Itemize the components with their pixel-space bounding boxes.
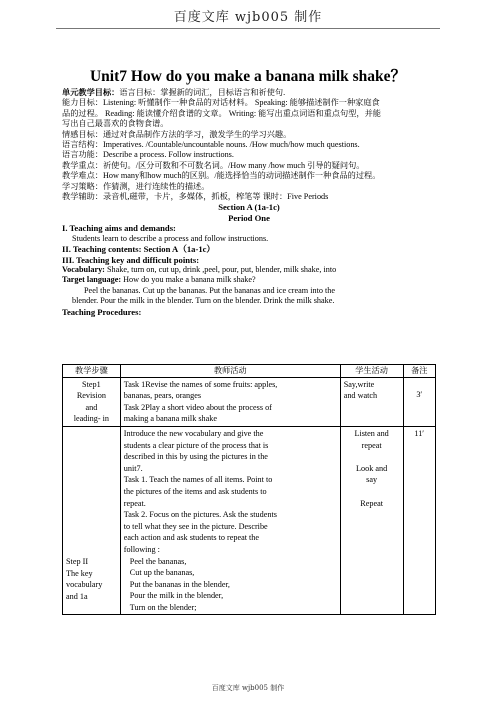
step-line: Step II [66, 556, 89, 566]
teacher-activity-cell [120, 377, 340, 426]
step-line: and [85, 402, 98, 412]
teacher-line: Task 2. Focus on the pictures. Ask the students [123, 510, 277, 520]
vocabulary-label: Vocabulary: [62, 264, 105, 274]
target-language-line-2: Peel the bananas. Cut up the bananas. Put the bananas and ice cream into the [84, 285, 336, 295]
target-language-line-3: blender. Pour the milk in the blender. Turn on the blender. Drink the milk shake. [72, 296, 335, 306]
teacher-line: following : [123, 544, 160, 554]
teacher-line: Task 2Play a short video about the process of [123, 402, 272, 412]
teacher-line: Task 1Revise the names of some fruits: apples, [123, 379, 278, 389]
teacher-activity-cell [120, 426, 340, 615]
ability-goal-line-1: 能力目标：Listening: 听懂制作一种食品的对话材料。 Speaking: 能够描述制作一种家庭食 [62, 98, 380, 108]
teacher-line: described in this by using the pictures in the [123, 452, 268, 462]
step-line: Revision [76, 391, 106, 401]
unit-goal-text: 语言目标：掌握新的词汇，目标语言和祈使句. [119, 88, 286, 97]
key-difficult-heading: III. Teaching key and difficult points: [62, 254, 200, 265]
table-row [63, 377, 436, 426]
teacher-line: bananas, pears, oranges [123, 391, 202, 401]
aims-text: Students learn to describe a process and follow instructions. [72, 233, 269, 243]
time-note: 11′ [414, 428, 425, 438]
teaching-procedures-table [62, 364, 436, 615]
document-body [62, 88, 436, 317]
col-header-step: 教学步骤 [63, 365, 121, 378]
header-divider [56, 28, 440, 29]
teacher-line: the pictures of the items and ask students to [123, 486, 267, 496]
col-header-teacher: 教师活动 [120, 365, 340, 378]
time-note: 3′ [416, 389, 423, 399]
contents-heading: II. Teaching contents: Section A（1a-1c） [62, 244, 216, 255]
teacher-line: students a clear picture of the process that is [123, 440, 269, 450]
step-line: leading- in [73, 414, 109, 424]
teacher-line: each action and ask students to repeat the [123, 533, 260, 543]
table-header-row [63, 365, 436, 378]
table-row [63, 426, 436, 615]
student-line: Say,write [343, 379, 375, 389]
note-cell [403, 426, 435, 615]
section-title: Section A (1a-1c) [218, 202, 280, 213]
student-line: Repeat [360, 498, 383, 508]
step-line: vocabulary [66, 580, 103, 590]
ability-goal-line-3: 写出自己最喜欢的食物食谱。 [62, 119, 169, 129]
teacher-line: unit7. [123, 463, 143, 473]
period-title: Period One [228, 212, 270, 223]
unit-goal-line [62, 88, 436, 98]
teacher-line: to tell what they see in the picture. Describe [123, 521, 268, 531]
step-line: and 1a [66, 591, 88, 601]
target-language-label: Target language: [62, 275, 122, 285]
step-cell [63, 377, 121, 426]
student-line: repeat [361, 440, 382, 450]
vocabulary-text: Shake, turn on, cut up, drink ,peel, pour, put, blender, milk shake, into [104, 264, 337, 274]
student-line: Listen and [354, 428, 389, 438]
student-activity-cell [340, 426, 403, 615]
student-line: and watch [343, 391, 378, 401]
teaching-key-points: 教学重点：祈使句。/区分可数和不可数名词。/How many /how much 引导的疑问句。 [62, 160, 365, 170]
aims-heading: I. Teaching aims and demands: [62, 223, 176, 234]
teacher-line: Introduce the new vocabulary and give the [123, 428, 264, 438]
learning-strategy: 学习策略：作猜测，进行连续性的描述。 [62, 181, 210, 191]
student-activity-cell [340, 377, 403, 426]
ability-goal-line-2: 品的过程。 Reading: 能读懂介绍食谱的文章。 Writing: 能写出重点词语和重点句型，并能 [62, 108, 381, 118]
teacher-line: Pour the milk in the blender, [129, 591, 224, 601]
unit-goal-label: 单元教学目标： [62, 88, 120, 97]
teaching-difficulties: 教学难点：How many和how much的区别。/能选择恰当的动词描述制作一种食品的过程。 [62, 171, 381, 181]
teacher-line: Cut up the bananas, [129, 568, 195, 578]
col-header-student: 学生活动 [340, 365, 403, 378]
step-line: The key [66, 568, 93, 578]
note-cell [403, 377, 435, 426]
teacher-line: repeat. [123, 498, 146, 508]
target-language-line [62, 275, 436, 285]
teacher-line: Task 1. Teach the names of all items. Point to [123, 475, 273, 485]
emotion-goal: 情感目标：通过对食品制作方法的学习，激发学生的学习兴趣。 [62, 129, 292, 139]
student-line: Look and [356, 463, 388, 473]
step-line: Step1 [82, 379, 101, 389]
col-header-note: 备注 [403, 365, 435, 378]
language-structure: 语言结构：Imperatives. /Countable/uncountable nouns. /How much/how much questions. [62, 140, 360, 150]
teacher-line: Turn on the blender; [129, 602, 197, 612]
teacher-line: making a banana milk shake [123, 414, 217, 424]
student-line: say [366, 475, 378, 485]
teacher-line: Put the bananas in the blender, [129, 579, 230, 589]
teacher-line: Peel the bananas, [129, 556, 187, 566]
target-language-question: How do you make a banana milk shake? [121, 275, 256, 285]
step-cell [63, 426, 121, 615]
language-function: 语言功能：Describe a process. Follow instructions. [62, 150, 234, 160]
document-title: Unit7 How do you make a banana milk shake？ [89, 68, 407, 85]
page-header-watermark: 百度文库 wjb005 制作 [173, 10, 323, 25]
teaching-aids: 教学辅助：录音机,磁带，卡片，多媒体，抓板，榨笔等 课时：Five Periods [62, 192, 329, 202]
page-footer-watermark: 百度文库 wjb005 制作 [211, 684, 285, 692]
procedures-heading: Teaching Procedures: [62, 306, 142, 317]
vocabulary-line [62, 265, 436, 275]
